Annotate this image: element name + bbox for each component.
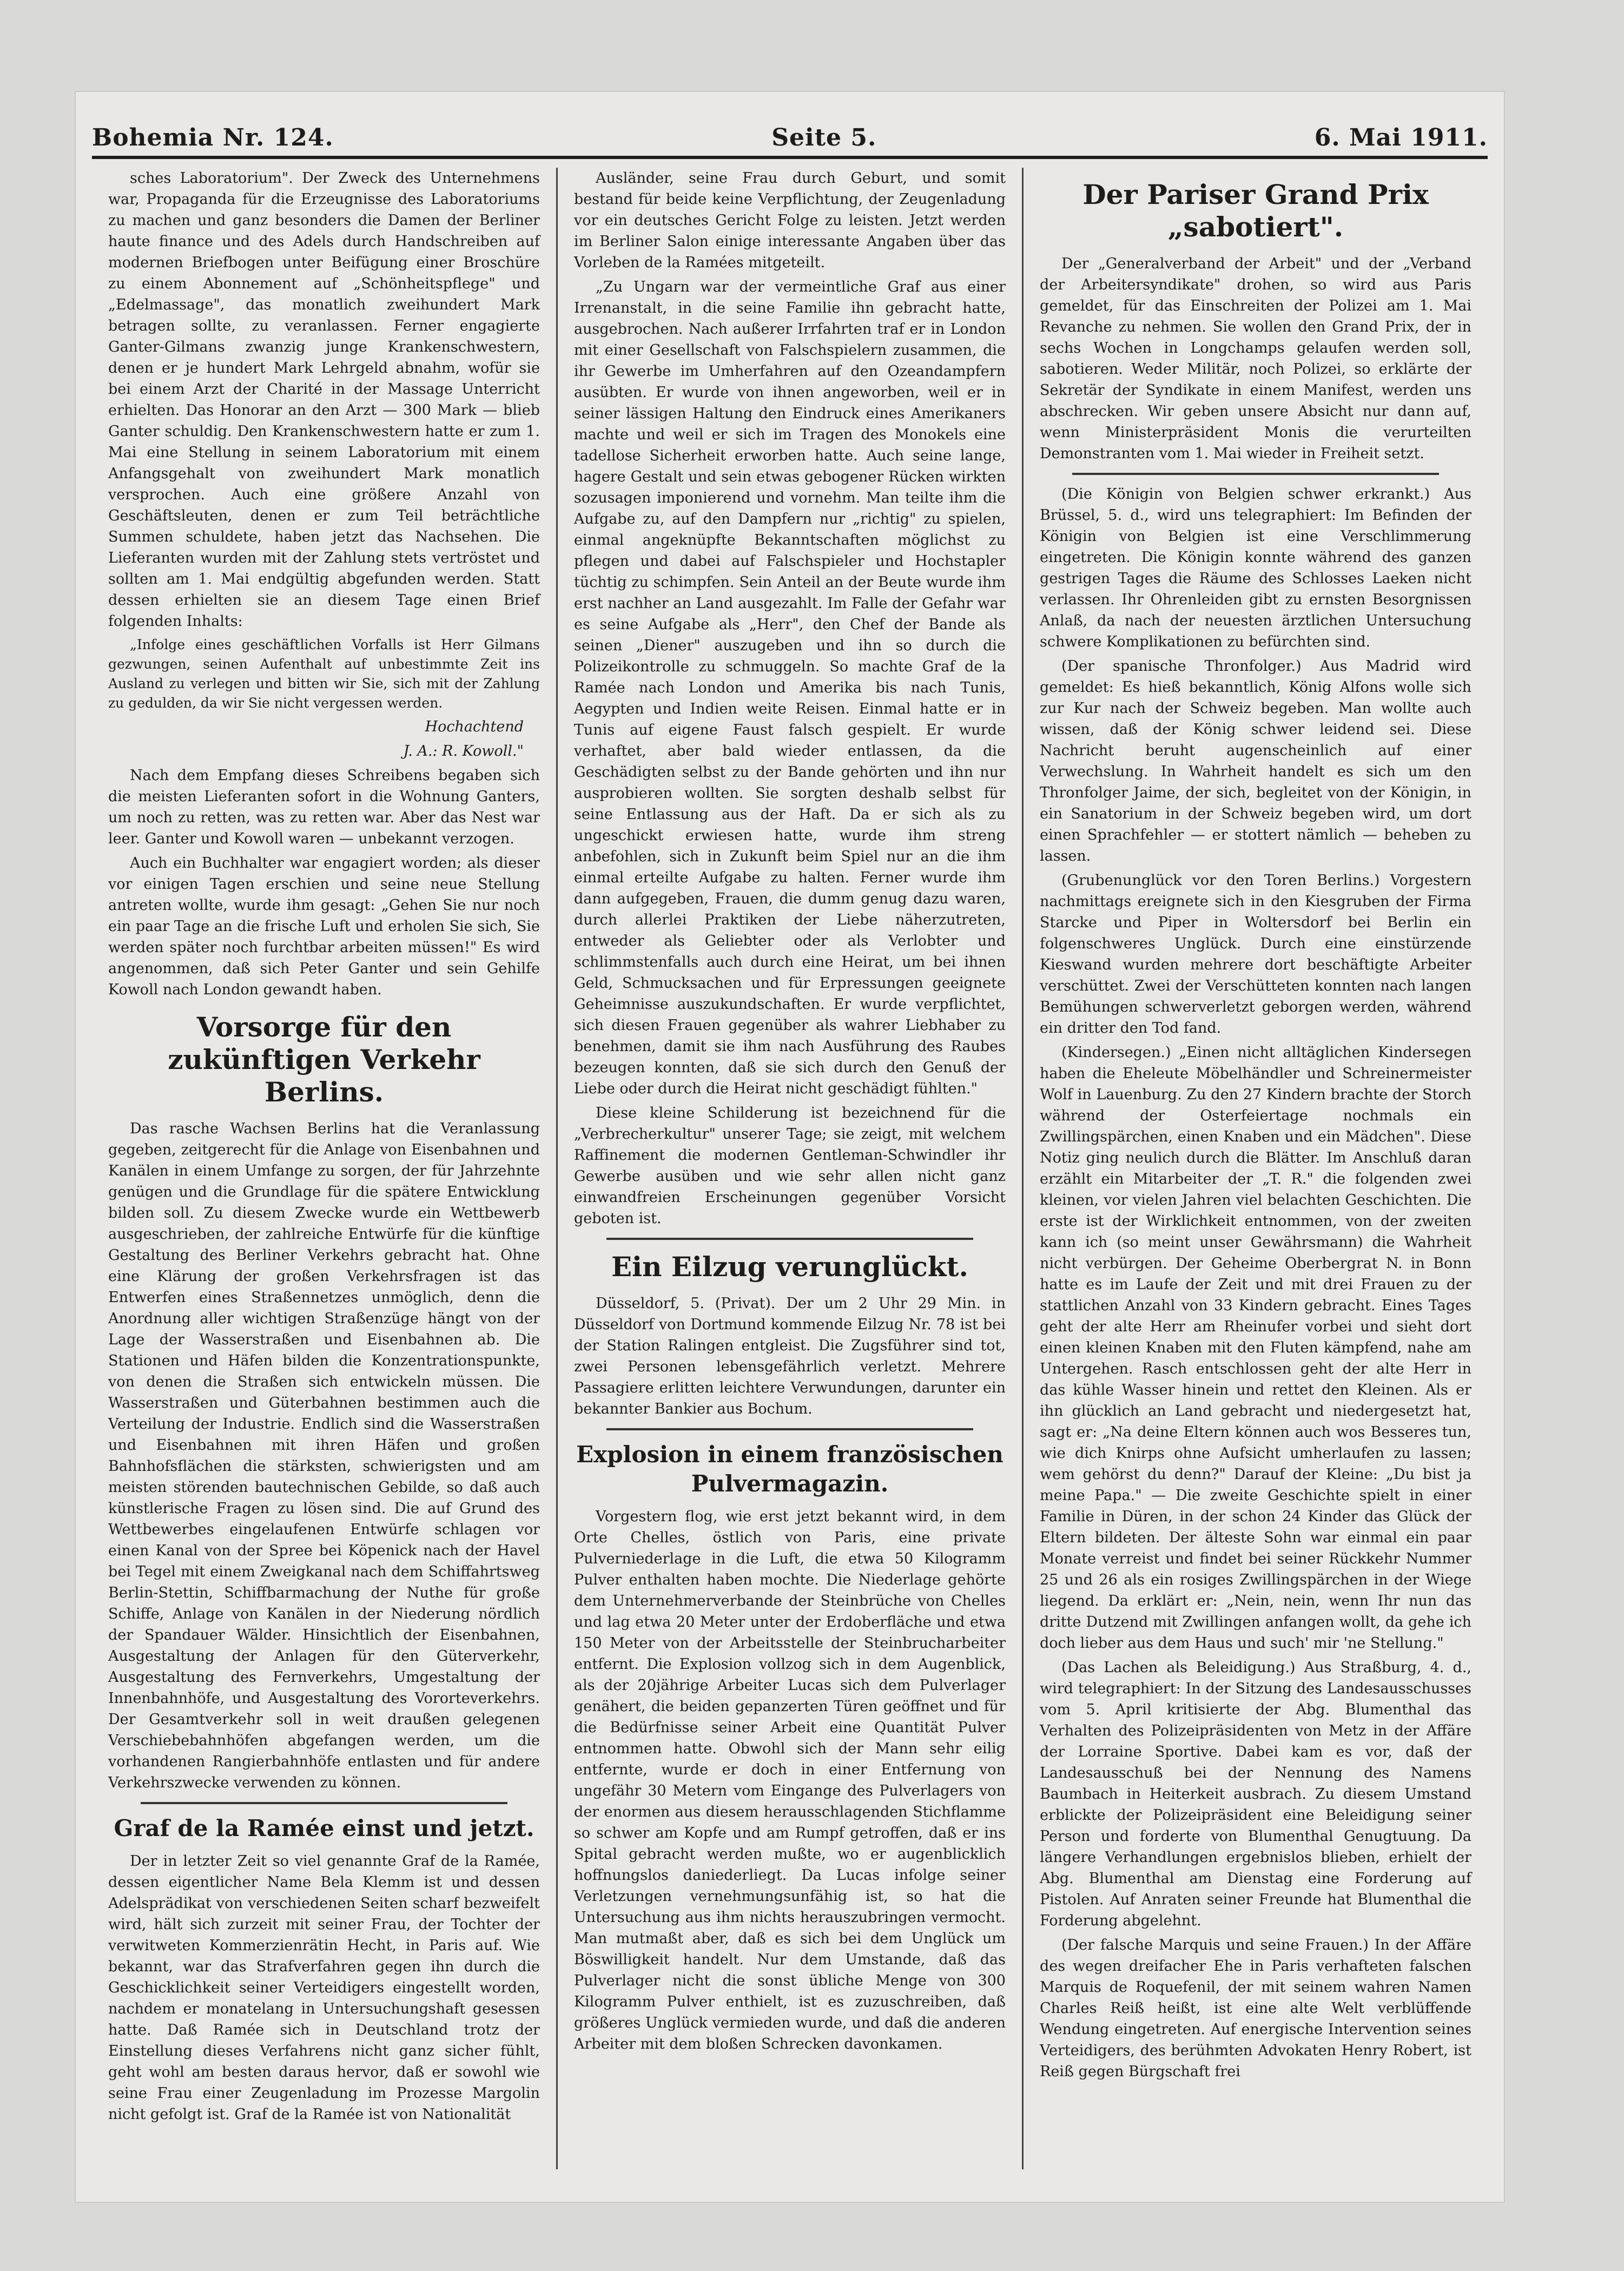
article-text: (Der spanische Thronfolger.) Aus Madrid wird gemeldet: Es hieß bekanntlich, König Alfons wolle sich zur Kur nach der Schweiz begeben. Man wollte auch wissen, daß der König schwer leidend sei. Diese Nachricht beruht augenscheinlich auf einer Verwechslung. In Wahrheit handelt es sich um den Thronfolger Jaime, der sich, begleitet von der Königin, in ein Sanatorium in der Schweiz begeben wird, um dort einen Sprachfehler — er stottert nämlich — beheben zu lassen. [1040, 658, 1471, 864]
column-1 [92, 168, 556, 2169]
headline-vorsorge: Vorsorge für den zukünftigen Verkehr Berlins. [168, 1011, 480, 1108]
headline-explosion: Explosion in einem französischen Pulvermagazin. [576, 1441, 1004, 1497]
column-2 [556, 168, 1022, 2169]
article-text: (Das Lachen als Beleidigung.) Aus Straßburg, 4. d., wird telegraphiert: In der Sitzung des Landesausschusses vom 5. April kritisierte der Abg. Blumenthal das Verhalten des Polizeipräsidenten von Metz in der Affäre der Lorraine Sportive. Dabei kam es vor, daß der Landesausschuß bei der Nennung des Namens Baumbach in Heiterkeit ausbrach. Zu diesem Umstand erblickte der Polizeipräsident eine Beleidigung seiner Person und forderte von Blumenthal Genugtuung. Da längere Verhandlungen ergebnislos blieben, erhielt der Abg. Blumenthal am Dienstag eine Forderung auf Pistolen. Auf Anraten seiner Freunde hat Blumenthal die Forderung abgelehnt. [1040, 1659, 1471, 1929]
section-divider [1072, 473, 1439, 475]
headline-grand-prix: Der Pariser Grand Prix „sabotiert". [1082, 179, 1429, 243]
columns [92, 168, 1488, 2169]
article-text: Der in letzter Zeit so viel genannte Graf de la Ramée, dessen eigentlicher Name Bela Klemm ist und dessen Adelsprädikat von verschiedenen Seiten scharf bezweifelt wird, hält sich zurzeit mit seiner Frau, der Tochter der verwitweten Kommerzienrätin Hecht, in Paris auf. Wie bekannt, war das Strafverfahren gegen ihn durch die Geschicklichkeit seiner Verteidigers eingestellt worden, nachdem er monatelang in Untersuchungshaft gesessen hatte. Daß Ramée sich in Deutschland trotz der Einstellung dieses Verfahrens nicht ganz sicher fühlt, geht wohl am besten daraus hervor, daß er sowohl wie seine Frau einer Zeugenladung im Prozesse Margolin nicht gefolgt ist. Graf de la Ramée ist von Nationalität [108, 1853, 540, 2123]
article-text: sches Laboratorium". Der Zweck des Unternehmens war, Propaganda für die Erzeugnisse des Laboratoriums zu machen und ganz besonders die Damen der Berliner haute finance und des Adels durch Handschreiben auf modernen Briefbogen unter Beifügung einer Broschüre zu einem Abonnement auf „Schönheitspflege" und „Edelmassage", das monatlich zweihundert Mark betragen sollte, zu veranlassen. Ferner engagierte Ganter-Gilmans zwanzig junge Krankenschwestern, denen er je hundert Mark Lehrgeld abnahm, wofür sie bei einem Arzt der Charité in der Massage Unterricht erhielten. Das Honorar an den Arzt — 300 Mark — blieb Ganter schuldig. Den Krankenschwestern hatte er zum 1. Mai eine Stellung in seinem Laboratorium mit einem Anfangsgehalt von zweihundert Mark monatlich versprochen. Auch eine größere Anzahl von Geschäftsleuten, denen er zum Teil beträchtliche Summen schuldete, haben jetzt das Nachsehen. Die Lieferanten wurden mit der Zahlung stets vertröstet und sollten am 1. Mai endgültig abgefunden werden. Statt dessen erhielten sie an diesem Tage einen Brief folgenden Inhalts: [108, 170, 540, 630]
article-text: (Die Königin von Belgien schwer erkrankt.) Aus Brüssel, 5. d., wird uns telegraphiert: Im Befinden der Königin von Belgien ist eine Verschlimmerung eingetreten. Die Königin konnte während des ganzen gestrigen Tages die Räume des Schlosses Laeken nicht verlassen. Ihr Ohrenleiden gibt zu ernsten Besorgnissen Anlaß, da nach der neuesten ärztlichen Untersuchung schwere Komplikationen zu befürchten sind. [1040, 486, 1471, 650]
header-page-number: Seite 5. [771, 124, 877, 151]
section-divider [141, 1802, 507, 1804]
article-text: Das rasche Wachsen Berlins hat die Veranlassung gegeben, zeitgerecht für die Anlage von Eisenbahnen und Kanälen in einem Umfange zu sorgen, der für Jahrzehnte genügen und die Grundlage für die spätere Entwicklung bilden soll. Zu diesem Zwecke wurde ein Wettbewerb ausgeschrieben, der zahlreiche Entwürfe für die künftige Gestaltung des Berliner Verkehrs gebracht hat. Ohne eine Klärung der großen Verkehrsfragen ist das Entwerfen eines Straßennetzes unmöglich, denn die Anordnung aller wichtigen Straßenzüge hängt von der Lage der Wasserstraßen und Eisenbahnen ab. Die Stationen und Häfen bilden die Konzentrationspunkte, von denen die Straßen sich entwickeln müssen. Die Wasserstraßen und Güterbahnen bestimmen auch die Verteilung der Industrie. Endlich sind die Wasserstraßen und Eisenbahnen mit ihren Häfen und großen Bahnhofsflächen die stärksten, schwierigsten und am meisten störenden bautechnischen Gebilde, so daß auch künstlerische Fragen zu lösen sind. Die auf Grund des Wettbewerbes eingelaufenen Entwürfe schlagen vor einen Kanal von der Spree bei Köpenick nach der Havel bei Tegel mit einem Zweigkanal nach dem Schiffahrtsweg Berlin-Stettin, Schiffbarmachung der Nuthe für große Schiffe, Anlage von Kanälen in der Niederung nördlich der Spandauer Wälder. Hinsichtlich der Eisenbahnen, Ausgestaltung der Anlagen für den Güterverkehr, Ausgestaltung des Fernverkehrs, Umgestaltung der Innenbahnhöfe, und Ausgestaltung des Vororteverkehrs. Der Gesamtverkehr soll in weit draußen gelegenen Verschiebebahnhöfen abgefangen werden, um die vorhandenen Rangierbahnhöfe entlasten und für andere Verkehrszwecke verwenden zu können. [108, 1120, 540, 1791]
header-rule [92, 156, 1488, 159]
section-divider [606, 1238, 973, 1240]
newspaper-page [76, 92, 1504, 2202]
article-text: Nach dem Empfang dieses Schreibens begaben sich die meisten Lieferanten sofort in die Wohnung Ganters, um noch zu retten, was zu retten war. Aber das Nest war leer. Ganter und Kowoll waren — unbekannt verzogen. [108, 767, 540, 847]
headline-eilzug: Ein Eilzug verunglückt. [611, 1251, 968, 1283]
article-text: Auch ein Buchhalter war engagiert worden; als dieser vor einigen Tagen erschien und seine neue Stellung antreten wollte, wurde ihm gesagt: „Gehen Sie nur noch ein paar Tage an die frische Luft und erholen Sie sich, Sie werden später noch furchtbar arbeiten müssen!" Es wird angenommen, daß sich Peter Ganter und sein Gehilfe Kowoll nach London gewandt haben. [108, 855, 540, 998]
article-text: „Zu Ungarn war der vermeintliche Graf aus einer Irrenanstalt, in die seine Familie ihn gebracht hatte, ausgebrochen. Nach außerer Irrfahrten traf er in London mit einer Gesellschaft von Falschspielern zusammen, die ihr Gewerbe im Umherfahren auf den Ozeandampfern ausübten. Er wurde von ihnen angeworben, weil er in seiner lässigen Haltung den Eindruck eines Amerikaners machte und weil er sich im Tragen des Monokels eine tadellose Sicherheit erworben hatte. Auch seine lange, hagere Gestalt und sein etwas gebogener Rücken wirkten sozusagen imponierend und vornehm. Man teilte ihm die Aufgabe zu, auf den Dampfern nur „richtig" zu spielen, einmal angeknüpfte Bekanntschaften möglichst zu pflegen und dabei auf Falschspieler und Hochstapler tüchtig zu schimpfen. Sein Anteil an der Beute wurde ihm erst nachher an Land ausgezahlt. Im Falle der Gefahr war es seine Aufgabe als „Herr", den Chef der Bande als seinen „Diener" auszugeben und ihn so durch die Polizeikontrolle zu schmuggeln. So machte Graf de la Ramée nach London und Amerika bis nach Tunis, Aegypten und Indien weite Reisen. Einmal hatte er in Tunis auf eigene Faust falsch gespielt. Er wurde verhaftet, aber bald wieder entlassen, da die Geschädigten selbst zu der Bande gehörten und ihn nur ausprobieren wollten. Sie sorgten deshalb selbst für seine Entlassung aus der Haft. Da er sich als zu ungeschickt erwiesen hatte, wurde ihm streng anbefohlen, sich in Zukunft beim Spiel nur an die ihm einmal erteilte Aufgabe zu halten. Ferner wurde ihm dann aufgegeben, Frauen, die dumm genug dazu waren, durch allerlei Praktiken der Liebe näherzutreten, entweder als Geliebter oder als Verlobter und schlimmstenfalls auch durch eine Heirat, um bei ihnen Geld, Schmucksachen und für Erpressungen geeignete Geheimnisse auszukundschaften. Er wurde verpflichtet, sich diesen Frauen gegenüber als wahrer Liebhaber zu benehmen, damit sie ihm nach Ausführung des Raubes bezeugen konnten, daß sie sich durch den Genuß der Liebe oder durch die Heirat nicht geschädigt fühlten." [574, 279, 1006, 1097]
article-text: (Der falsche Marquis und seine Frauen.) In der Affäre des wegen dreifacher Ehe in Paris verhafteten falschen Marquis de Roquefenil, der mit seinem wahren Namen Charles Reiß heißt, ist eine alte Welt verblüffende Wendung eingetreten. Auf energische Intervention seines Verteidigers, des berühmten Advokaten Henry Robert, ist Reiß gegen Bürgschaft frei [1040, 1937, 1471, 2080]
headline-graf: Graf de la Ramée einst und jetzt. [114, 1815, 534, 1841]
article-text: Der „Generalverband der Arbeit" und der „Verband der Arbeitersyndikate" drohen, so wird aus Paris gemeldet, für das Einschreiten der Polizei am 1. Mai Revanche zu nehmen. Sie wollen den Grand Prix, der in sechs Wochen in Longchamps gelaufen werden soll, sabotieren. Weder Militär, noch Polizei, so erklärte der Sekretär der Syndikate in einem Manifest, werden uns abschrecken. Wir geben unsere Absicht nur dann auf, wenn Ministerpräsident Monis die verurteilten Demonstranten vom 1. Mai wieder in Freiheit setzt. [1040, 255, 1471, 462]
article-text: Diese kleine Schilderung ist bezeichnend für die „Verbrecherkultur" unserer Tage; sie zeigt, mit welchem Raffinement die modernen Gentleman-Schwindler ihr Gewerbe ausüben und wie sehr allen nicht ganz einwandfreien Erscheinungen gegenüber Vorsicht geboten ist. [574, 1105, 1006, 1227]
article-text: Vorgestern flog, wie erst jetzt bekannt wird, in dem Orte Chelles, östlich von Paris, eine private Pulverniederlage in die Luft, die etwa 50 Kilogramm Pulver enthalten haben mochte. Die Niederlage gehörte dem Unternehmerverbande der Steinbrüche von Chelles und lag etwa 20 Meter unter der Erdoberfläche und etwa 150 Meter von der Arbeitsstelle der Steinbrucharbeiter entfernt. Die Explosion vollzog sich in dem Augenblick, als der 20jährige Arbeiter Lucas sich dem Pulverlager genähert, die beiden gepanzerten Türen geöffnet und für die Bedürfnisse seiner Arbeit eine Quantität Pulver entnommen hatte. Obwohl sich der Mann sehr eilig entfernte, wurde er doch in einer Entfernung von ungefähr 30 Metern vom Eingange des Pulverlagers von der enormen aus diesem herausschlagenden Stichflamme so schwer am Kopfe und am Rumpf getroffen, daß er ins Spital gebracht werden mußte, wo er augenblicklich hoffnungslos daniederliegt. Da Lucas infolge seiner Verletzungen vernehmungsunfähig ist, so hat die Untersuchung aus ihm nichts herauszubringen vermocht. Man mutmaßt aber, daß es sich bei dem Unglück um Böswilligkeit handelt. Nur dem Umstande, daß das Pulverlager nicht die sonst übliche Menge von 300 Kilogramm Pulver enthielt, ist es zuzuschreiben, daß größeres Unglück vermieden wurde, und daß die anderen Arbeiter mit dem bloßen Schrecken davonkamen. [574, 1508, 1006, 2052]
article-text: (Kindersegen.) „Einen nicht alltäglichen Kindersegen haben die Eheleute Möbelhändler und Schreinermeister Wolf in Lauenburg. Zu den 27 Kindern brachte der Storch während der Osterfeiertage nochmals ein Zwillingspärchen, einen Knaben und ein Mädchen". Diese Notiz ging neulich durch die Blätter. Im Anschluß daran erzählt ein Mitarbeiter der „T. R." die folgenden zwei kleinen, vor vielen Jahren viel belachten Geschichten. Die erste ist der Wirklichkeit entnommen, von der zweiten kann ich (so meint unser Gewährsmann) die Wahrheit nicht verbürgen. Der Geheime Oberbergrat N. in Bonn hatte es im Laufe der Zeit und mit drei Frauen zu der stattlichen Anzahl von 33 Kindern gebracht. Eines Tages geht der alte Herr am Rheinufer vorbei und sieht dort einen kleinen Knaben mit den Fluten kämpfend, nahe am Untergehen. Rasch entschlossen geht der alte Herr in das kühle Wasser hinein und rettet den Kleinen. Als er ihn glücklich an Land gebracht und niedergesetzt hat, sagt er: „Na deine Eltern können auch wos Besseres tun, wie dich Knirps ohne Aufsicht umherlaufen zu lassen; wem gehörst du denn?" Darauf der Kleine: „Du bist ja meine Papa." — Die zweite Geschichte spielt in einer Familie in Düren, in der schon 24 Kinder das Glück der Eltern bildeten. Der älteste Sohn war einmal ein paar Monate verreist und findet bei seiner Rückkehr Nummer 25 und 26 als ein rosiges Zwillingspärchen in der Wiege liegend. Da erklärt er: „Nein, nein, wenn Ihr nun das dritte Dutzend mit Zwillingen anfangen wollt, da gehe ich doch lieber aus dem Haus und such' mir 'ne Stellung." [1040, 1044, 1471, 1652]
letter-quote: „Infolge eines geschäftlichen Vorfalls ist Herr Gilmans gezwungen, seinen Aufenthalt auf unbestimmte Zeit ins Ausland zu verlegen und bitten wir Sie, sich mit der Zahlung zu gedulden, da wir Sie nicht vergessen werden. [108, 637, 540, 711]
letter-closing: Hochachtend [425, 718, 524, 735]
article-text: (Grubenunglück vor den Toren Berlins.) Vorgestern nachmittags ereignete sich in den Kiesgruben der Firma Starcke und Piper in Woltersdorf bei Berlin ein folgenschweres Unglück. Durch eine einstürzende Kieswand wurden mehrere dort beschäftigte Arbeiter verschüttet. Zwei der Verschütteten konnten nach langen Bemühungen schwerverletzt geborgen werden, während ein dritter den Tod fand. [1040, 872, 1471, 1037]
article-text: Ausländer, seine Frau durch Geburt, und somit bestand für beide keine Verpflichtung, der Zeugenladung vor ein deutsches Gericht Folge zu leisten. Jetzt werden im Berliner Salon einige interessante Angaben über das Vorleben de la Ramées mitgeteilt. [574, 170, 1006, 271]
letter-signature: J. A.: R. Kowoll." [403, 743, 524, 760]
header-issue: Bohemia Nr. 124. [92, 124, 334, 151]
header-date: 6. Mai 1911. [1314, 124, 1488, 151]
article-text: Düsseldorf, 5. (Privat). Der um 2 Uhr 29 Min. in Düsseldorf von Dortmund kommende Eilzug Nr. 78 ist bei der Station Ralingen entgleist. Die Zugsführer sind tot, zwei Personen lebensgefährlich verletzt. Mehrere Passagiere erlitten leichtere Verwundungen, darunter ein bekannter Bankier aus Bochum. [574, 1295, 1006, 1417]
column-3 [1022, 168, 1488, 2169]
section-divider [606, 1428, 973, 1430]
page-header [92, 114, 1488, 151]
